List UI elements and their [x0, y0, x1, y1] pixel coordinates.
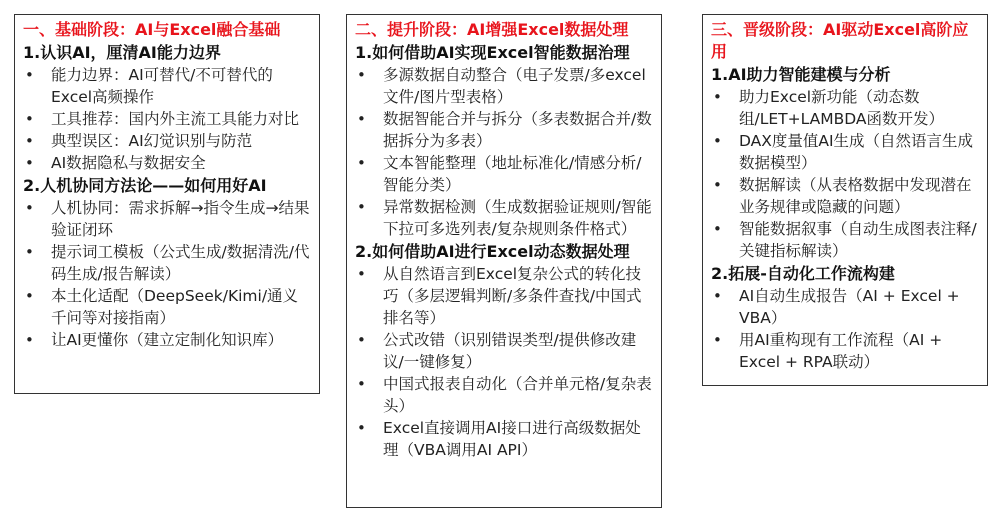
list-item: • 助力Excel新功能（动态数组/LET+LAMBDA函数开发）: [711, 86, 979, 130]
list-item: • 用AI重构现有工作流程（AI + Excel + RPA联动）: [711, 329, 979, 373]
stage-card-expert: [702, 14, 988, 386]
card-title: 二、提升阶段：AI增强Excel数据处理: [355, 20, 629, 39]
list-item: • 从自然语言到Excel复杂公式的转化技巧（多层逻辑判断/多条件查找/中国式排名等）: [355, 263, 653, 329]
section-heading: 1.认识AI，厘清AI能力边界: [23, 43, 221, 62]
list-item: • AI数据隐私与数据安全: [23, 152, 311, 174]
card-title: 一、基础阶段：AI与Excel融合基础: [23, 20, 281, 39]
stage-card-basic: [14, 14, 320, 394]
list-item: • AI自动生成报告（AI + Excel + VBA）: [711, 285, 979, 329]
list-item: • 工具推荐：国内外主流工具能力对比: [23, 108, 311, 130]
section-heading: 1.AI助力智能建模与分析: [711, 65, 891, 84]
card-title: 三、晋级阶段：AI驱动Excel高阶应用: [711, 20, 969, 61]
section-heading: 2.人机协同方法论——如何用好AI: [23, 176, 267, 195]
list-item: • 异常数据检测（生成数据验证规则/智能下拉可多选列表/复杂规则条件格式）: [355, 196, 653, 240]
list-item: • 中国式报表自动化（合并单元格/复杂表头）: [355, 373, 653, 417]
list-item: • 智能数据叙事（自动生成图表注释/关键指标解读）: [711, 218, 979, 262]
list-item: • 数据解读（从表格数据中发现潜在业务规律或隐藏的问题）: [711, 174, 979, 218]
list-item: • 公式改错（识别错误类型/提供修改建议/一键修复）: [355, 329, 653, 373]
list-item: • Excel直接调用AI接口进行高级数据处理（VBA调用AI API）: [355, 417, 653, 461]
bullet-list: [23, 64, 311, 174]
list-item: • 文本智能整理（地址标准化/情感分析/智能分类）: [355, 152, 653, 196]
bullet-list: [711, 86, 979, 262]
list-item: • 人机协同：需求拆解→指令生成→结果验证闭环: [23, 197, 311, 241]
bullet-list: [23, 197, 311, 351]
list-item: • 让AI更懂你（建立定制化知识库）: [23, 329, 311, 351]
list-item: • DAX度量值AI生成（自然语言生成数据模型）: [711, 130, 979, 174]
list-item: • 提示词工模板（公式生成/数据清洗/代码生成/报告解读）: [23, 241, 311, 285]
list-item: • 本土化适配（DeepSeek/Kimi/通义千问等对接指南）: [23, 285, 311, 329]
list-item: • 典型误区：AI幻觉识别与防范: [23, 130, 311, 152]
stage-card-advanced: [346, 14, 662, 508]
bullet-list: [355, 64, 653, 240]
list-item: • 数据智能合并与拆分（多表数据合并/数据拆分为多表）: [355, 108, 653, 152]
bullet-list: [711, 285, 979, 373]
section-heading: 2.拓展-自动化工作流构建: [711, 264, 895, 283]
list-item: • 能力边界：AI可替代/不可替代的Excel高频操作: [23, 64, 311, 108]
bullet-list: [355, 263, 653, 461]
section-heading: 1.如何借助AI实现Excel智能数据治理: [355, 43, 630, 62]
section-heading: 2.如何借助AI进行Excel动态数据处理: [355, 242, 630, 261]
list-item: • 多源数据自动整合（电子发票/多excel文件/图片型表格）: [355, 64, 653, 108]
